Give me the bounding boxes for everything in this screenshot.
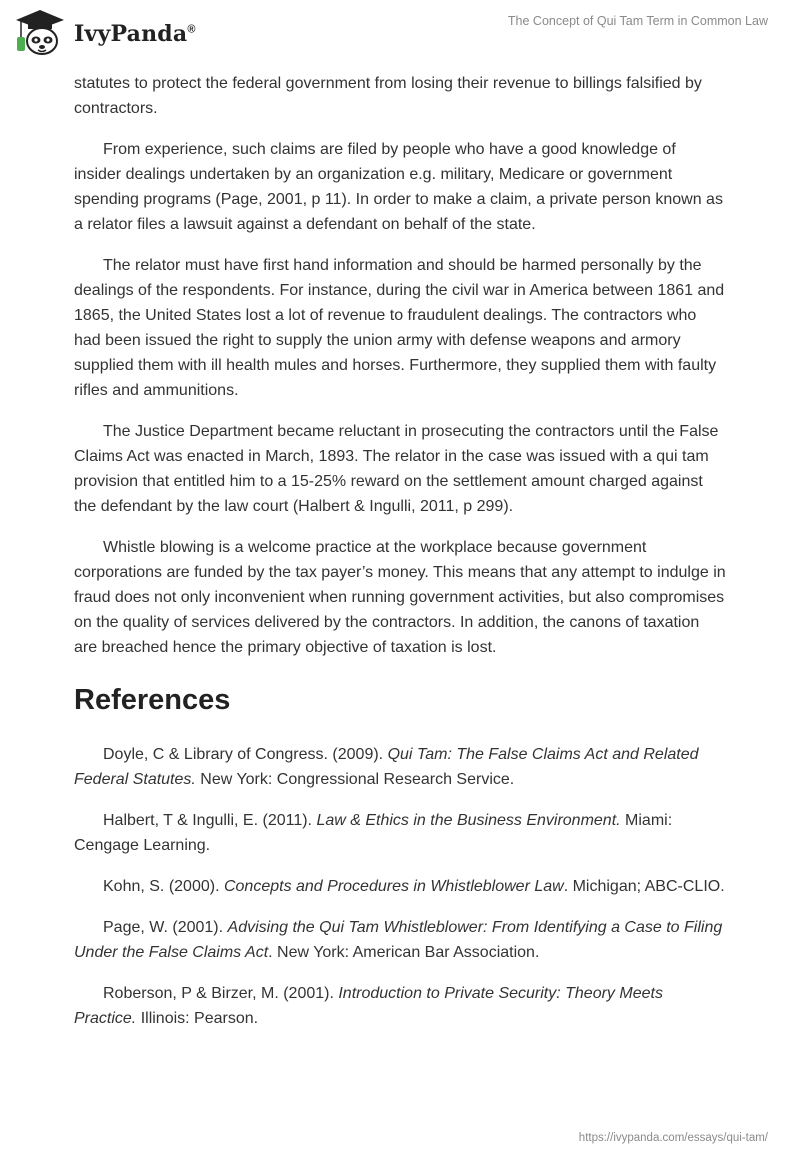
reference-item: Roberson, P & Birzer, M. (2001). Introduction to Private Security: Theory Meets Practice. Illinois: Pearson. — [74, 985, 663, 1027]
document-title: The Concept of Qui Tam Term in Common Law — [507, 14, 768, 28]
paragraph: The Justice Department became reluctant in prosecuting the contractors until the False Claims Act was enacted in March, 1893. The relator in the case was issued with a qui tam provision that entitled him to a 15-25% reward on the settlement amount charged against the defendant by the law court (Halbert & Ingulli, 2011, p 299). — [74, 423, 719, 515]
brand-name: IvyPanda® — [74, 21, 196, 47]
page-header — [0, 0, 800, 70]
panda-graduate-logo-icon — [14, 8, 66, 56]
references-list — [74, 742, 726, 1031]
reference-item: Page, W. (2001). Advising the Qui Tam Whistleblower: From Identifying a Case to Filing Under the False Claims Act. New York: American Bar Association. — [74, 919, 723, 961]
reference-item: Halbert, T & Ingulli, E. (2011). Law & Ethics in the Business Environment. Miami: Cengage Learning. — [74, 812, 673, 854]
paragraph: From experience, such claims are filed by people who have a good knowledge of insider dealings undertaken by an organization e.g. military, Medicare or government spending programs (Page, 2001, p 11). In order to make a claim, a private person known as a relator files a lawsuit against a defendant on behalf of the state. — [74, 141, 723, 233]
paragraph: The relator must have first hand information and should be harmed personally by the dealings of the respondents. For instance, during the civil war in America between 1861 and 1865, the United States lost a lot of revenue to fraudulent dealings. The contractors who had been issued the right to supply the union army with defense weapons and armory supplied them with ill health mules and horses. Furthermore, they supplied them with faulty rifles and ammunitions. — [74, 257, 725, 399]
brand-logo[interactable] — [14, 8, 196, 56]
paragraph-continued: statutes to protect the federal government from losing their revenue to billings falsified by contractors. — [74, 75, 702, 117]
references-heading: References — [74, 684, 231, 716]
essay-body — [74, 71, 726, 1047]
source-url[interactable]: https://ivypanda.com/essays/qui-tam/ — [578, 1132, 768, 1144]
reference-item: Doyle, C & Library of Congress. (2009). Qui Tam: The False Claims Act and Related Federal Statutes. New York: Congressional Research Service. — [74, 746, 699, 788]
reference-item: Kohn, S. (2000). Concepts and Procedures in Whistleblower Law. Michigan; ABC-CLIO. — [103, 878, 725, 895]
paragraph: Whistle blowing is a welcome practice at the workplace because government corporations are funded by the tax payer’s money. This means that any attempt to indulge in fraud does not only inconvenient when running government activities, but also compromises on the quality of services delivered by the contractors. In addition, the canons of taxation are breached hence the primary objective of taxation is lost. — [74, 539, 726, 656]
